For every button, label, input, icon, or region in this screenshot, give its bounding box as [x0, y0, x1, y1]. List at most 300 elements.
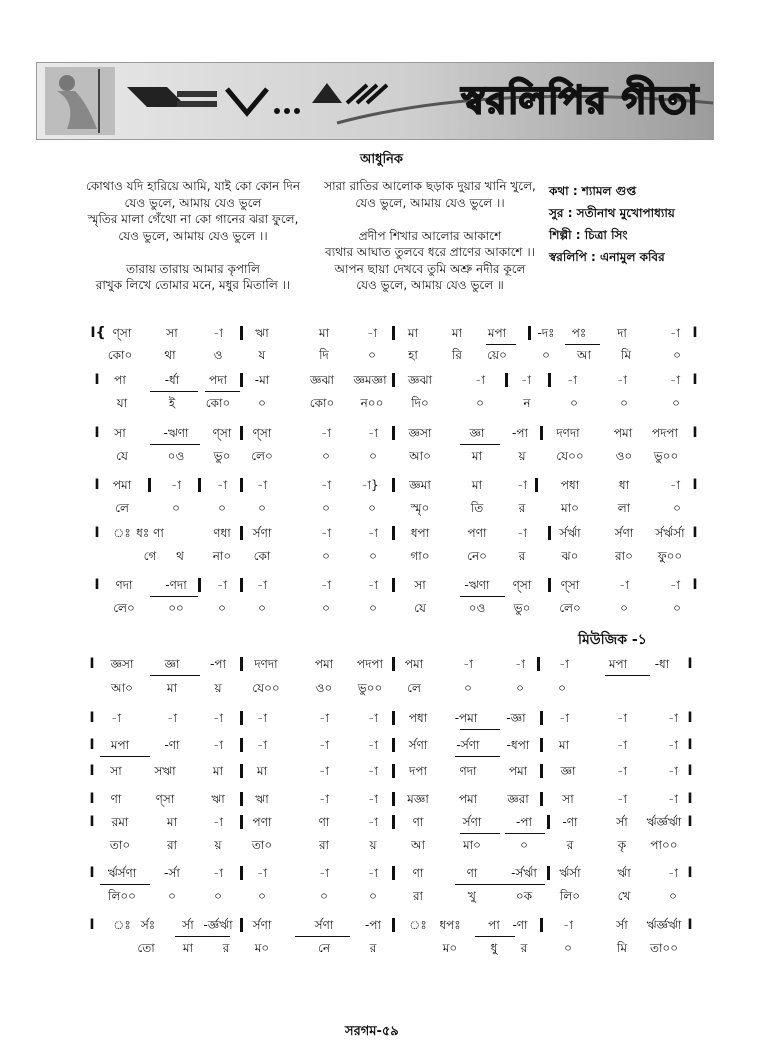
notation-token: -ধপা	[506, 738, 530, 752]
notation-token: ০	[673, 601, 681, 615]
bar-line	[240, 764, 243, 778]
notation-token: যে০০	[252, 681, 280, 695]
notation-token: ণা	[412, 815, 424, 829]
notation-token: কো০	[107, 348, 133, 362]
decor-stripe-1	[177, 91, 217, 97]
note-group-underline	[205, 391, 240, 392]
notation-token: I	[687, 791, 693, 807]
notation-token: ভু০০	[653, 449, 679, 463]
notation-token: -া	[321, 578, 331, 592]
notation-token: র্সঃ	[140, 918, 156, 932]
notation-token: আ০	[111, 681, 133, 695]
notation-token: ০	[322, 449, 330, 463]
notation-token: -া	[559, 711, 569, 725]
notation-token: ঋা	[255, 792, 269, 806]
notation-token: লা	[617, 501, 631, 515]
notation-token: মা	[166, 815, 178, 829]
credit-notation: স্বরলিপি : এনামুল কবির	[549, 250, 665, 264]
bar-line	[392, 764, 395, 778]
bar-line	[240, 815, 243, 829]
notation-token: যে	[116, 449, 128, 463]
notation-token: -ণা	[512, 918, 528, 932]
lyrics-right	[305, 178, 555, 294]
notation-token: -র্সণা	[456, 738, 480, 752]
notation-token: র্ঋা	[617, 866, 631, 880]
lyric-line	[305, 211, 555, 228]
notation-token: নে	[317, 941, 331, 955]
note-group-underline	[460, 596, 505, 597]
notation-token: -া	[559, 657, 569, 671]
decor-stripe-2	[177, 101, 217, 107]
notation-token: -া	[567, 373, 577, 387]
notation-token: হা	[408, 348, 418, 362]
notation-token: -ণা	[562, 815, 578, 829]
notation-token: পঃ	[571, 326, 587, 340]
notation-token: -ণা	[164, 738, 180, 752]
bar-line	[547, 815, 550, 829]
notation-token: পধা	[560, 478, 580, 492]
notation-token: I	[687, 737, 693, 753]
bar-line	[540, 764, 543, 778]
page-label: সরগম-৫৯	[345, 1024, 399, 1039]
bar-line	[540, 738, 543, 752]
notation-token: -র্সা	[164, 866, 180, 880]
notation-token: I	[89, 763, 95, 779]
notation-token: মা	[407, 326, 419, 340]
notation-token: ঃ	[113, 918, 131, 932]
notation-token: -া	[521, 373, 531, 387]
notation-token: খু	[468, 889, 476, 903]
notation-token: মা	[451, 326, 463, 340]
note-group-underline	[455, 756, 500, 757]
notation-token: -র্সর্ঋা	[511, 866, 537, 880]
notation-token: I	[89, 656, 95, 672]
notation-token: -া	[257, 478, 267, 492]
notation-token: -া	[319, 866, 329, 880]
notation-token: মা	[212, 764, 224, 778]
bar-line	[548, 373, 551, 387]
notation-token: -া	[167, 711, 177, 725]
music-section-title: মিউজিক -১	[578, 632, 647, 648]
bar-line	[392, 657, 395, 671]
notation-token: কো	[253, 549, 271, 563]
song-genre: আধুনিক	[360, 152, 404, 167]
notation-token: I	[692, 425, 698, 441]
notation-token: -া	[319, 711, 329, 725]
notation-token: পদপা	[651, 426, 679, 440]
notation-token: মি	[620, 348, 632, 362]
notation-token: -া	[257, 866, 267, 880]
bar-line	[392, 711, 395, 725]
notation-token: দণদা	[556, 426, 580, 440]
notation-token: -া	[368, 526, 378, 540]
notation-token: ণা	[412, 866, 424, 880]
notation-token: থা	[164, 348, 176, 362]
notation-token: -া	[217, 578, 227, 592]
notation-token: পমা	[314, 657, 334, 671]
notation-token: র	[566, 838, 574, 852]
notation-token: I	[687, 710, 693, 726]
notation-token: লি০	[559, 889, 581, 903]
notation-token: ০	[564, 941, 572, 955]
notation-token: দপা	[409, 764, 427, 778]
notation-token: মপা	[110, 738, 130, 752]
notation-token: I	[687, 763, 693, 779]
notation-token: -া	[517, 526, 527, 540]
bar-line	[392, 815, 395, 829]
notation-token: ০	[570, 396, 578, 410]
notation-token: ণা	[318, 815, 330, 829]
notation-token: ০	[520, 838, 528, 852]
notation-token: মি	[616, 941, 628, 955]
notation-token: ণা	[110, 792, 122, 806]
notation-token: -া	[670, 478, 680, 492]
notation-token: যে০০	[556, 449, 584, 463]
bar-line	[392, 478, 395, 492]
lyric-line: আপন ছায়া দেখবে তুমি অশ্রু নদীর কূলে	[334, 261, 526, 276]
notation-token: -া	[213, 326, 223, 340]
notation-token: জ্ঞা	[469, 426, 485, 440]
bar-line	[240, 373, 243, 387]
notation-token: ণ্সা	[155, 792, 175, 806]
notation-token: কো০	[309, 396, 335, 410]
notation-token: ধপঃ	[439, 918, 461, 932]
lyric-line: প্রদীপ শিখার আলোর আকাশে	[358, 228, 502, 243]
notation-token: I	[94, 372, 100, 388]
notation-token: লে	[115, 501, 129, 515]
notation-token: যা	[116, 396, 128, 410]
notation-token: I	[687, 814, 693, 830]
notation-token: -া	[668, 764, 678, 778]
notation-token: র্সণা	[314, 918, 334, 932]
notation-token: -া	[368, 738, 378, 752]
notation-token: -া	[257, 578, 267, 592]
lyric-line: ব্যথার আঘাত তুলবে ধরে প্রাণের আকাশে ।।	[325, 245, 535, 259]
notation-token: ০	[320, 889, 328, 903]
bar-line	[198, 478, 201, 492]
notation-token: I	[692, 525, 698, 541]
notation-token: রা০	[615, 549, 633, 563]
notation-token: দি০	[411, 396, 429, 410]
notation-token: পা	[114, 373, 126, 387]
notation-token: পমা	[613, 426, 633, 440]
notation-token: র্সণা	[252, 526, 272, 540]
note-group-underline	[475, 936, 515, 937]
notation-token: I	[89, 865, 95, 881]
bar-line	[548, 526, 551, 540]
notation-token: ০	[322, 601, 330, 615]
notation-token: -া	[257, 738, 267, 752]
notation-token: র্সণা	[408, 738, 428, 752]
notation-token: -দঃ	[537, 326, 555, 340]
notation-token: -া	[321, 426, 331, 440]
notation-token: -া	[670, 373, 680, 387]
notation-token: ০	[322, 549, 330, 563]
notation-token: খে	[617, 889, 631, 903]
notation-token: জ্ঞমজ্ঞা	[353, 373, 387, 387]
notation-token: সা	[114, 426, 126, 440]
notation-token: ০	[476, 396, 484, 410]
notation-token: গা০	[410, 549, 430, 563]
notation-token: র্ঋর্সা	[559, 866, 581, 880]
notation-token: ০	[672, 396, 680, 410]
notation-token: র্সা	[182, 918, 194, 932]
notation-token: -া	[563, 918, 573, 932]
notation-token: -া	[670, 578, 680, 592]
note-group-underline	[150, 675, 200, 676]
bar-line	[505, 373, 508, 387]
notation-token: য়	[369, 838, 377, 852]
notation-token: ই	[168, 396, 176, 410]
notation-token: -পা	[365, 918, 381, 932]
notation-token: র্ঋর্সণা	[107, 866, 137, 880]
notation-token: -া	[619, 578, 629, 592]
bar-line	[392, 373, 395, 387]
notation-token: মা	[558, 738, 570, 752]
notation-token: মা	[318, 326, 330, 340]
lyric-line: যেও ভুলে, আমায় যেও ভুলে ।।	[355, 195, 505, 210]
notation-token: ঋা	[211, 792, 225, 806]
notation-token: ০	[558, 681, 566, 695]
notation-token: মপা	[608, 657, 628, 671]
bar-line	[540, 711, 543, 725]
notation-token: সা	[562, 792, 574, 806]
bar-line	[240, 326, 243, 340]
notation-token: পা০০	[650, 838, 678, 852]
bar-line	[547, 866, 550, 880]
bar-line	[240, 478, 243, 492]
notation-token: তা০	[109, 838, 131, 852]
notation-token: তা০	[251, 838, 273, 852]
notation-token: -া	[668, 792, 678, 806]
notation-token: -পা	[516, 815, 532, 829]
bar-line	[392, 738, 395, 752]
notation-token: লি০০	[108, 889, 136, 903]
decor-slashes	[347, 85, 387, 103]
lyric-line: স্মৃতির মালা গেঁথো না কো গানের ঝরা ফুলে,	[87, 212, 299, 226]
bar-line	[240, 792, 243, 806]
notation-token: মা	[471, 478, 483, 492]
notation-token: ধপা	[410, 526, 430, 540]
notation-token: -র্জ্ঞর্ঋা	[203, 918, 233, 932]
notation-token: ও০	[615, 449, 633, 463]
notation-token: পদপা	[356, 657, 384, 671]
notation-token: রি	[451, 348, 463, 362]
notation-token: -া	[111, 711, 121, 725]
notation-token: র	[518, 501, 526, 515]
decor-dot-3	[294, 108, 300, 114]
notation-token: I	[94, 577, 100, 593]
notation-token: সা	[414, 578, 426, 592]
notation-token: পমা	[508, 764, 528, 778]
notation-token: সা	[110, 764, 122, 778]
credit-composer: সুর : সতীনাথ মুখোপাধ্যায়	[549, 206, 675, 220]
notation-token: -া	[368, 866, 378, 880]
notation-token: -া	[617, 373, 627, 387]
notation-token: -া	[257, 711, 267, 725]
notation-token: জ্ঞরা	[507, 792, 529, 806]
notation-token: ফু০০	[657, 549, 683, 563]
notation-token: ভু০	[213, 449, 231, 463]
credits	[549, 180, 675, 268]
note-group-underline	[295, 936, 350, 937]
notation-token: মা	[182, 941, 194, 955]
notation-token: ০	[258, 396, 266, 410]
notation-token: -া	[367, 326, 377, 340]
notation-token: র্ঋর্জ্ঞর্ঋা	[646, 918, 682, 932]
notation-token: ০	[168, 889, 176, 903]
note-group-underline	[460, 444, 500, 445]
notation-token: -র্ধা	[164, 373, 180, 387]
notation-token: ০	[369, 601, 377, 615]
bar-line	[537, 657, 540, 671]
notation-token: জ্ঞঝা	[309, 373, 335, 387]
bar-line	[392, 866, 395, 880]
notation-token: ০	[258, 889, 266, 903]
notation-token: -ধা	[654, 657, 670, 671]
notation-token: I	[89, 791, 95, 807]
lyric-line: রাখুক লিখে তোমার মনে, মধুর মিতালি ।।	[95, 278, 291, 292]
notation-token: য়	[518, 449, 526, 463]
notation-token: পদা	[209, 373, 227, 387]
notation-token: আ০	[409, 449, 431, 463]
bar-line	[240, 866, 243, 880]
notation-token: ০	[369, 889, 377, 903]
notation-token: র্ঋর্জ্ঞর্ঋা	[646, 815, 682, 829]
notation-token: -া}	[361, 478, 379, 492]
notation-token: -ঋণা	[163, 426, 189, 440]
notation-token: মা	[471, 449, 483, 463]
notation-token: ভু০০	[357, 681, 383, 695]
decor-dot-2	[284, 108, 290, 114]
notation-token: পধা	[408, 711, 428, 725]
note-group-underline	[500, 884, 545, 885]
lyric-line: সারা রাতির আলোক ছড়াক দুয়ার খানি খুলে,	[324, 179, 536, 193]
notation-token: ধা	[618, 478, 630, 492]
notation-token: ঃ	[113, 526, 131, 540]
notation-token: -া	[668, 866, 678, 880]
notation-token: I	[89, 917, 95, 933]
notation-token: ০	[214, 889, 222, 903]
notation-token: কো০	[205, 396, 231, 410]
notation-token: র্সর্ঋর্সা	[655, 526, 685, 540]
notation-token: র্সণা	[252, 918, 272, 932]
bar-line	[198, 578, 201, 592]
notation-token: I{	[90, 325, 106, 341]
notation-token: ০	[369, 549, 377, 563]
bar-line	[392, 792, 395, 806]
notation-token: ০ও	[468, 601, 486, 615]
notation-token: আ	[411, 838, 425, 852]
credit-singer: শিল্পী : চিত্রা সিং	[549, 228, 628, 242]
notation-token: য়	[214, 838, 222, 852]
notation-token: র	[222, 941, 230, 955]
notation-token: ০	[516, 681, 524, 695]
notation-token: -া	[319, 792, 329, 806]
notation-token: I	[89, 814, 95, 830]
bar-line	[240, 657, 243, 671]
notation-token: পমা	[404, 657, 424, 671]
lyric-line: কোথাও যদি হারিয়ে আমি, যাই কো কোন দিন	[86, 179, 300, 193]
notation-token: -া	[368, 711, 378, 725]
notation-token: I	[94, 425, 100, 441]
notation-token: -া	[368, 815, 378, 829]
notation-token: আ	[577, 348, 591, 362]
notation-token: -া	[515, 657, 525, 671]
notation-token: -া	[368, 764, 378, 778]
notation-token: I	[692, 477, 698, 493]
notation-token: -া	[475, 373, 485, 387]
notation-token: ০	[673, 501, 681, 515]
notation-token: ও০	[315, 681, 333, 695]
notation-token: -া	[368, 792, 378, 806]
bar-line	[392, 426, 395, 440]
notation-token: ণ্সা	[560, 578, 580, 592]
notation-token: -া	[668, 711, 678, 725]
notation-token: ০	[258, 501, 266, 515]
notation-token: ০	[620, 601, 628, 615]
notation-token: নে০	[467, 549, 487, 563]
bar-line	[540, 918, 543, 932]
header-banner	[36, 62, 714, 140]
notation-token: রা	[166, 838, 178, 852]
note-group-underline	[150, 444, 200, 445]
notation-token: ০	[218, 501, 226, 515]
note-group-underline	[565, 344, 600, 345]
notation-token: রা	[412, 889, 424, 903]
bar-line	[535, 478, 538, 492]
notation-token: জ্ঞসা	[408, 426, 432, 440]
note-group-underline	[150, 391, 198, 392]
note-group-underline	[175, 936, 230, 937]
notation-token: -া	[368, 426, 378, 440]
notation-token: ণদা	[115, 578, 133, 592]
lyric-line: তারায় তারায় আমার কৃপালি	[126, 261, 260, 276]
notation-token: ঝ০	[561, 549, 579, 563]
note-group-underline	[455, 884, 500, 885]
notation-token: I	[692, 372, 698, 388]
notation-token: য	[258, 348, 266, 362]
notation-token: র্সা	[616, 815, 628, 829]
notation-token: ণ্সা	[512, 578, 532, 592]
lyrics-left	[62, 178, 324, 294]
notation-token: -জ্ঞা	[506, 711, 526, 725]
notation-token: ০	[258, 601, 266, 615]
notation-token: ঋা	[255, 326, 269, 340]
notation-token: তো	[137, 941, 155, 955]
credit-lyricist: কথা : শ্যামল গুপ্ত	[549, 184, 637, 198]
notation-token: ণ্সা	[252, 426, 272, 440]
bar-line	[528, 326, 531, 340]
lyric-line: যেও ভুলে, আমায় যেও ভুলে	[124, 195, 262, 210]
notation-token: মজ্ঞা	[407, 792, 429, 806]
notation-token: লে০	[559, 601, 581, 615]
notation-token: ধু	[490, 941, 498, 955]
notation-token: র	[520, 941, 528, 955]
notation-token: মপা	[487, 326, 507, 340]
notation-token: -া	[517, 478, 527, 492]
notation-token: I	[692, 577, 698, 593]
bar-line	[392, 526, 395, 540]
note-group-underline	[505, 833, 545, 834]
notation-token: -া	[321, 478, 331, 492]
bar-line	[148, 478, 151, 492]
notation-token: তি	[470, 501, 484, 515]
notation-token: -া	[213, 738, 223, 752]
bar-line	[548, 578, 551, 592]
notation-token: -া	[213, 815, 223, 829]
notation-token: দা	[617, 326, 627, 340]
